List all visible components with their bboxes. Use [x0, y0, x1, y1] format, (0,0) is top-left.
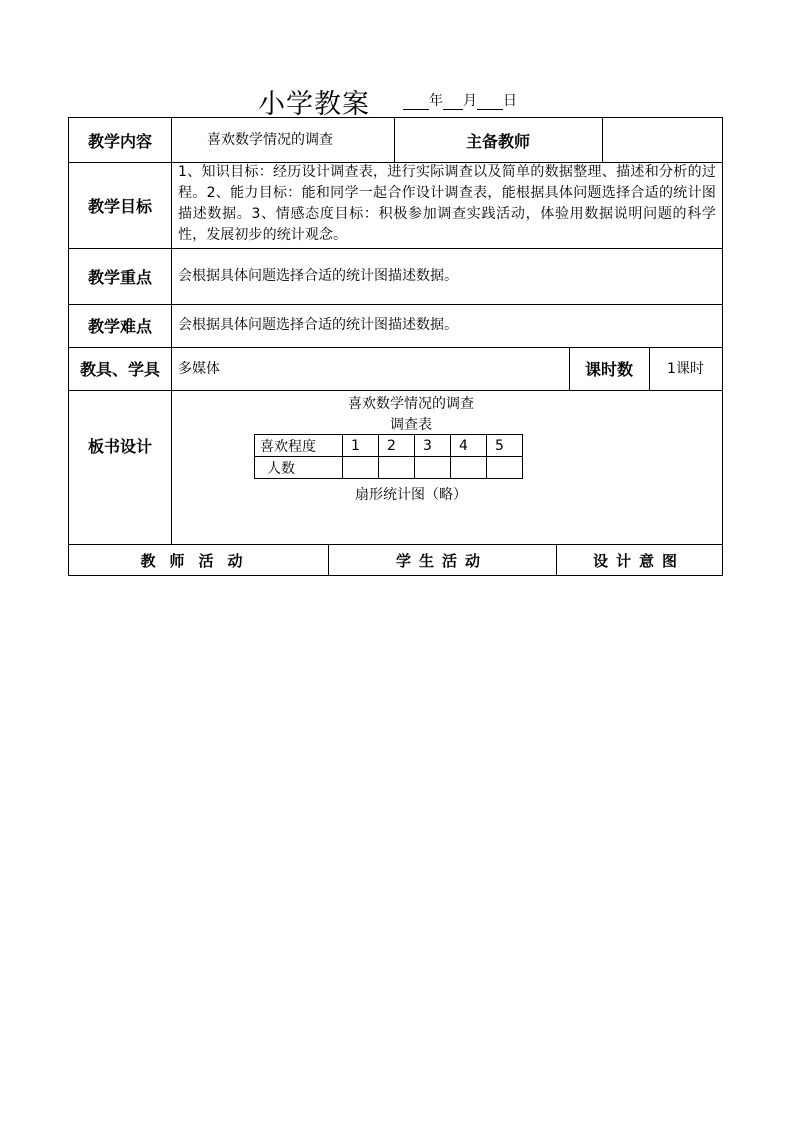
tools-value: 多媒体	[178, 360, 220, 377]
level-cell: 4	[451, 435, 487, 457]
board-label: 板书设计	[87, 436, 152, 456]
key-label: 教学重点	[87, 267, 152, 287]
board-footer: 扇形统计图（略）	[355, 487, 467, 503]
page-header	[0, 80, 794, 120]
count-cell	[415, 457, 451, 479]
teacher-label: 主备教师	[465, 131, 530, 151]
difficulty-label: 教学难点	[87, 317, 152, 336]
count-cell	[379, 457, 415, 479]
lesson-plan-table	[68, 117, 723, 576]
goals-value: 1、知识目标：经历设计调查表，进行实际调查以及简单的数据整理、描述和分析的过程。2、能力目标：能和同学一起合作设计调查表，能根据具体问题选择合适的统计图描述数据。3、情感态度目标：积极参加调查实践活动，体验用数据说明问题的科学性，发展初步的统计观念。	[178, 164, 716, 243]
page-title: 小学教案	[258, 89, 370, 120]
level-cell: 1	[343, 435, 379, 457]
tools-label: 教具、学具	[79, 360, 160, 379]
hours-label: 课时数	[584, 360, 633, 379]
count-cell	[343, 457, 379, 479]
difficulty-value: 会根据具体问题选择合适的统计图描述数据。	[178, 317, 458, 333]
board-subtitle: 调查表	[390, 417, 432, 433]
day-blank	[477, 95, 503, 110]
count-cell	[451, 457, 487, 479]
content-value: 喜欢数学情况的调查	[207, 132, 333, 148]
design-intent-header: 设计意图	[592, 551, 685, 570]
content-label: 教学内容	[87, 131, 152, 151]
date-line	[403, 90, 517, 110]
count-header: 人数	[255, 457, 343, 479]
date-year-label: 年	[429, 93, 443, 109]
student-activity-header: 学生活动	[395, 551, 488, 570]
table-row	[255, 435, 523, 457]
board-title: 喜欢数学情况的调查	[348, 396, 474, 412]
date-day-label: 日	[503, 93, 517, 109]
level-header: 喜欢程度	[255, 435, 343, 457]
level-cell: 3	[415, 435, 451, 457]
teacher-value	[602, 118, 722, 162]
table-row	[255, 457, 523, 479]
year-blank	[403, 95, 429, 110]
month-blank	[443, 95, 463, 110]
goals-label: 教学目标	[87, 196, 152, 216]
key-value: 会根据具体问题选择合适的统计图描述数据。	[178, 268, 458, 284]
level-cell: 5	[487, 435, 523, 457]
count-cell	[487, 457, 523, 479]
survey-table	[254, 434, 523, 479]
date-month-label: 月	[463, 93, 477, 109]
hours-value: 1课时	[667, 360, 704, 377]
level-cell: 2	[379, 435, 415, 457]
teacher-activity-header: 教师活动	[140, 551, 257, 570]
